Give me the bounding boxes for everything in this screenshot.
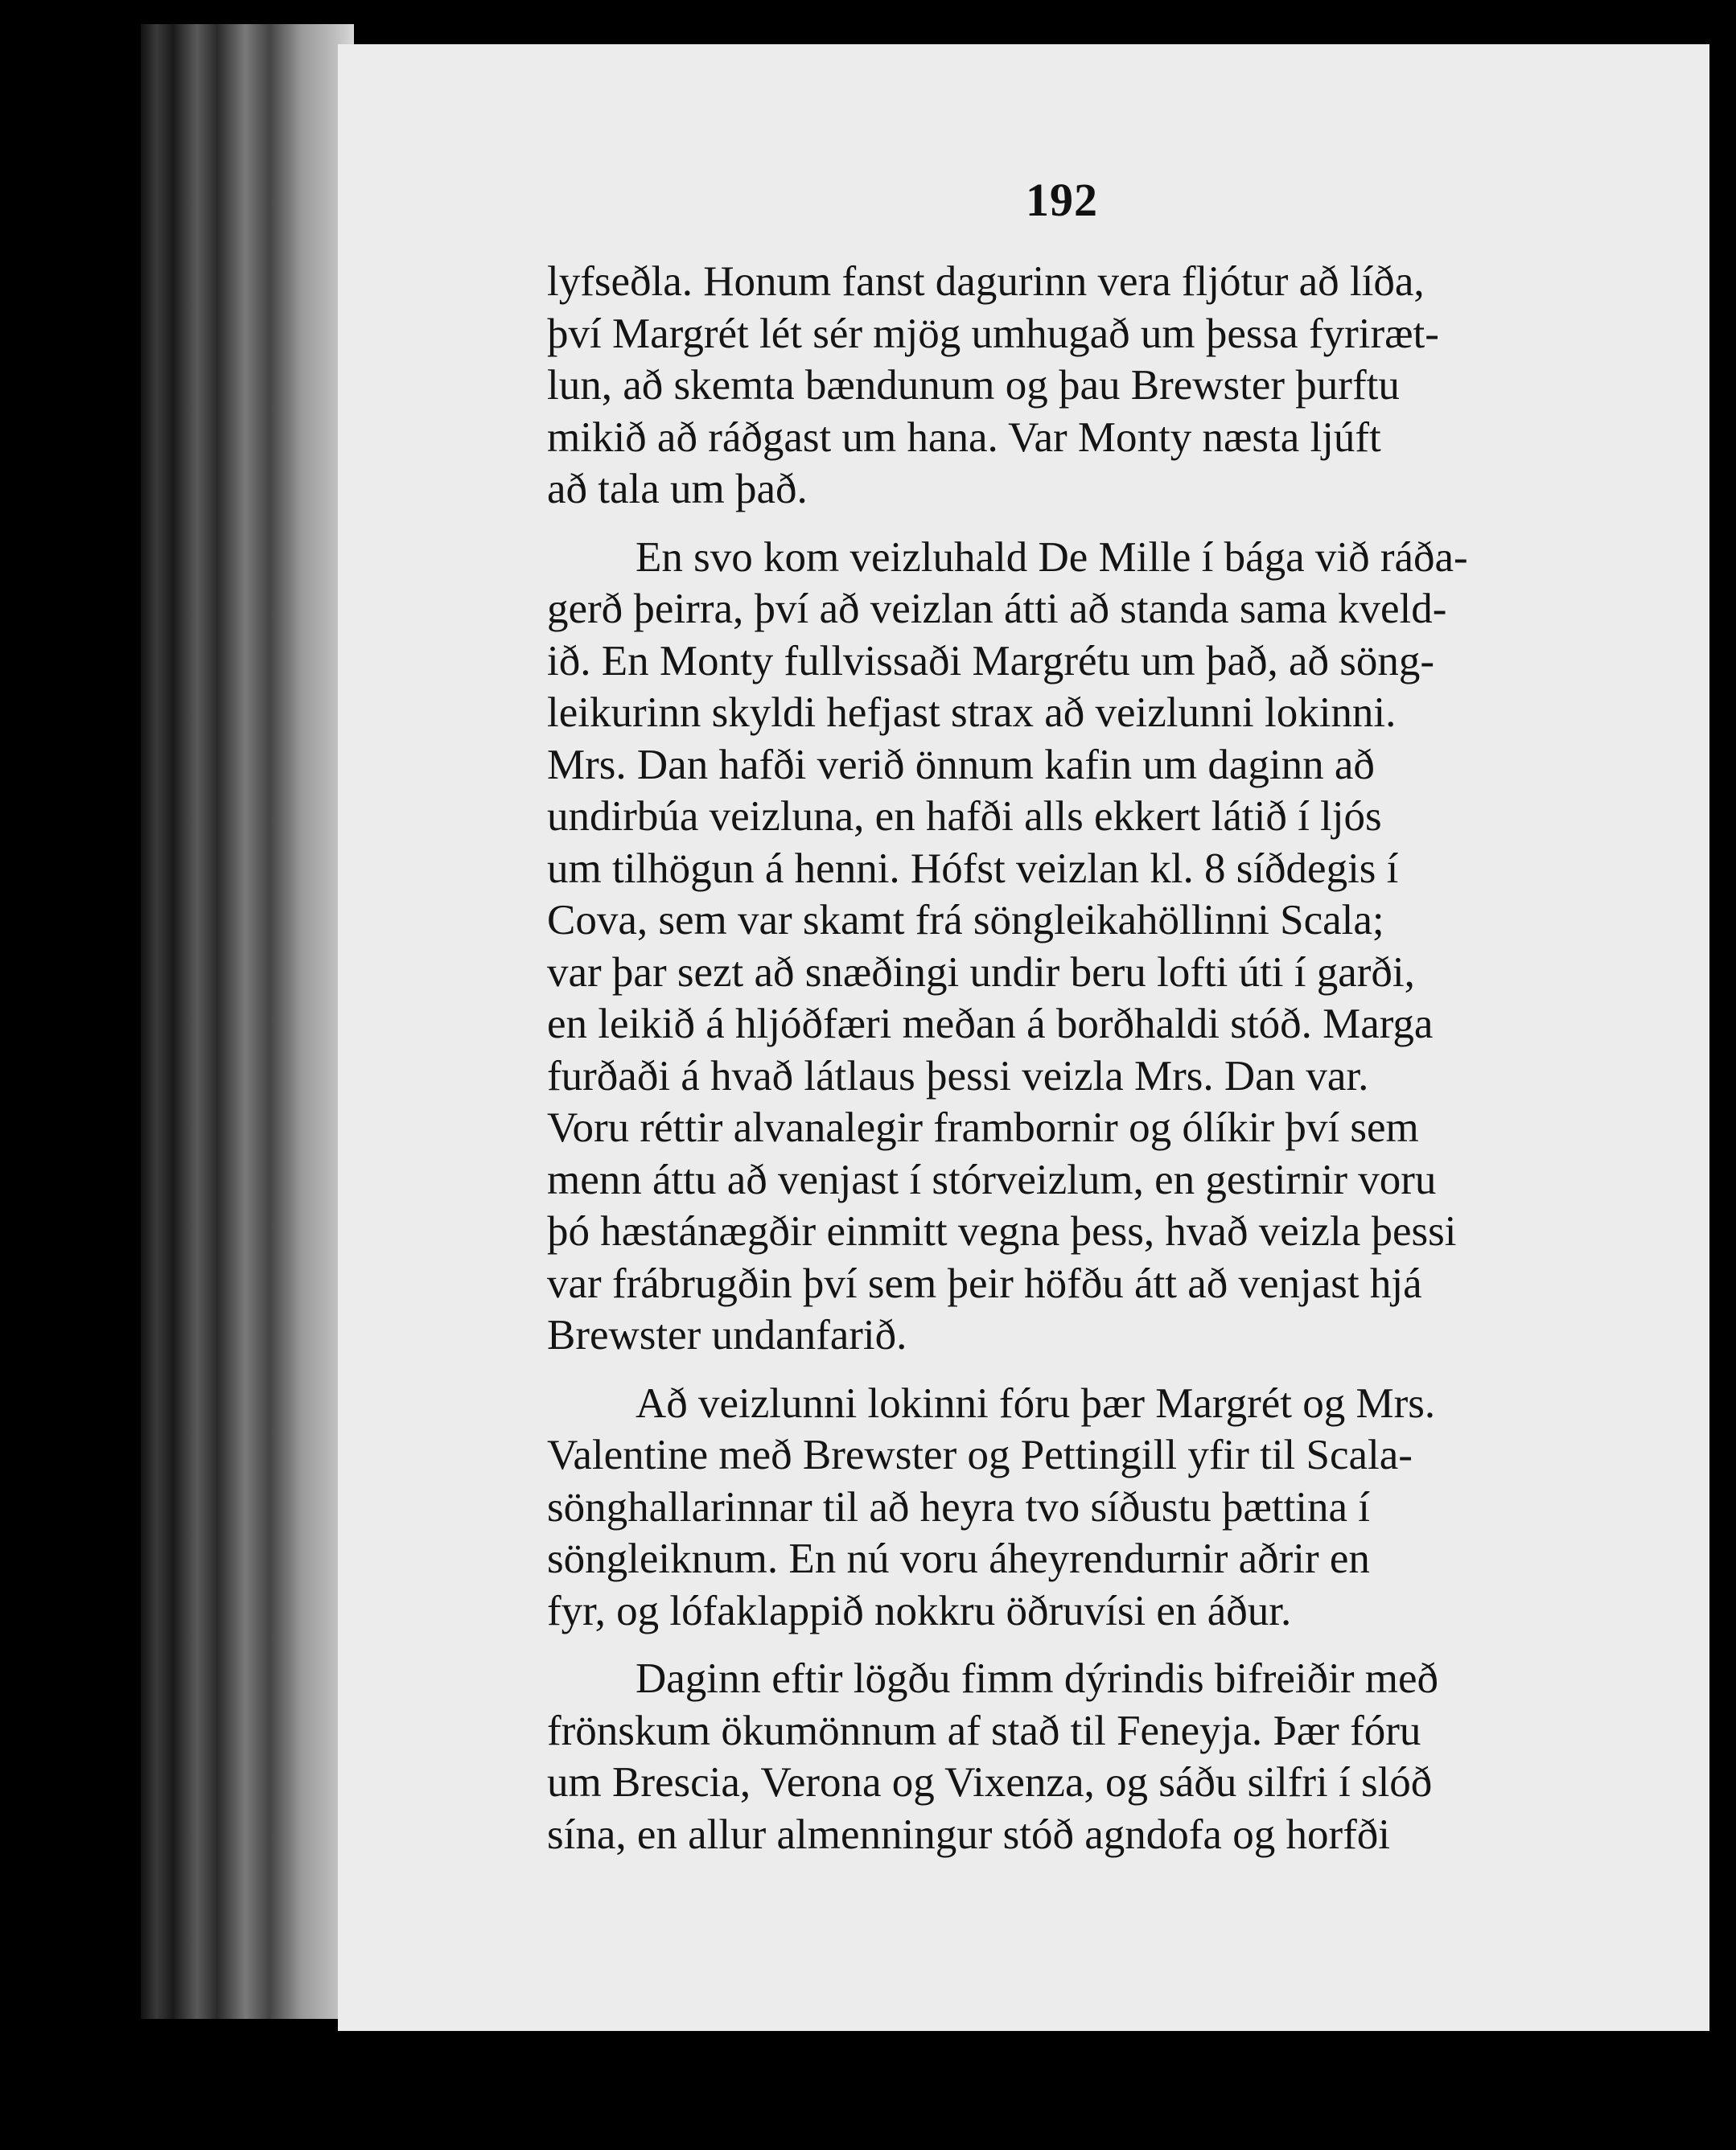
text-line: var frábrugðin því sem þeir höfðu átt að venjast hjá xyxy=(547,1260,1422,1307)
text-line: gerð þeirra, því að veizlan átti að standa sama kveld- xyxy=(547,586,1447,632)
text-line: sönghallarinnar til að heyra tvo síðustu þættina í xyxy=(547,1483,1371,1531)
text-line: menn áttu að venjast í stórveizlum, en gestirnir voru xyxy=(547,1156,1437,1203)
text-line: ið. En Monty fullvissaði Margrétu um það, að söng- xyxy=(547,637,1435,684)
text-line: Daginn eftir lögðu fimm dýrindis bifreiðir með xyxy=(636,1655,1438,1702)
text-line: en leikið á hljóðfæri meðan á borðhaldi stóð. Marga xyxy=(547,1001,1434,1047)
text-line: að tala um það. xyxy=(547,466,808,512)
text-line: Mrs. Dan hafði verið önnum kafin um daginn að xyxy=(547,741,1375,788)
text-line: En svo kom veizluhald De Mille í bága við ráða- xyxy=(636,533,1468,581)
text-line: var þar sezt að snæðingi undir beru lofti úti í garði, xyxy=(547,948,1415,996)
text-line: söngleiknum. En nú voru áheyrendurnir aðrir en xyxy=(547,1535,1370,1582)
text-line: mikið að ráðgast um hana. Var Monty næsta ljúft xyxy=(547,413,1381,461)
text-line: Voru réttir alvanalegir frambornir og ólíkir því sem xyxy=(547,1104,1419,1151)
text-line: sína, en allur almenningur stóð agndofa og horfði xyxy=(547,1811,1390,1858)
text-line: furðaði á hvað látlaus þessi veizla Mrs. Dan var. xyxy=(547,1052,1369,1100)
text-line: Cova, sem var skamt frá söngleikahöllinni Scala; xyxy=(547,897,1384,943)
text-line: leikurinn skyldi hefjast strax að veizlunni lokinni. xyxy=(547,689,1397,736)
text-line: frönskum ökumönnum af stað til Feneyja. Þær fóru xyxy=(547,1707,1421,1754)
text-line: um Brescia, Verona og Vixenza, og sáðu silfri í slóð xyxy=(547,1759,1433,1806)
text-line: undirbúa veizluna, en hafði alls ekkert látið í ljós xyxy=(547,793,1382,840)
text-line: Brewster undanfarið. xyxy=(547,1312,907,1359)
text-line: lyfseðla. Honum fanst dagurinn vera fljótur að líða, xyxy=(547,258,1425,305)
page-number: 192 xyxy=(1026,174,1098,226)
text-line: lun, að skemta bændunum og þau Brewster þurftu xyxy=(547,362,1400,409)
body-text xyxy=(547,256,1613,1860)
text-line: Að veizlunni lokinni fóru þær Margrét og Mrs. xyxy=(636,1379,1436,1427)
text-line: þó hæstánægðir einmitt vegna þess, hvað veizla þessi xyxy=(547,1208,1457,1255)
text-line: um tilhögun á henni. Hófst veizlan kl. 8 síðdegis í xyxy=(547,845,1399,892)
text-line: fyr, og lófaklappið nokkru öðruvísi en áður. xyxy=(547,1587,1292,1634)
text-line: því Margrét lét sér mjög umhugað um þessa fyriræt- xyxy=(547,310,1439,357)
text-line: Valentine með Brewster og Pettingill yfir til Scala- xyxy=(547,1432,1413,1478)
book-binding-edge xyxy=(141,24,354,2019)
